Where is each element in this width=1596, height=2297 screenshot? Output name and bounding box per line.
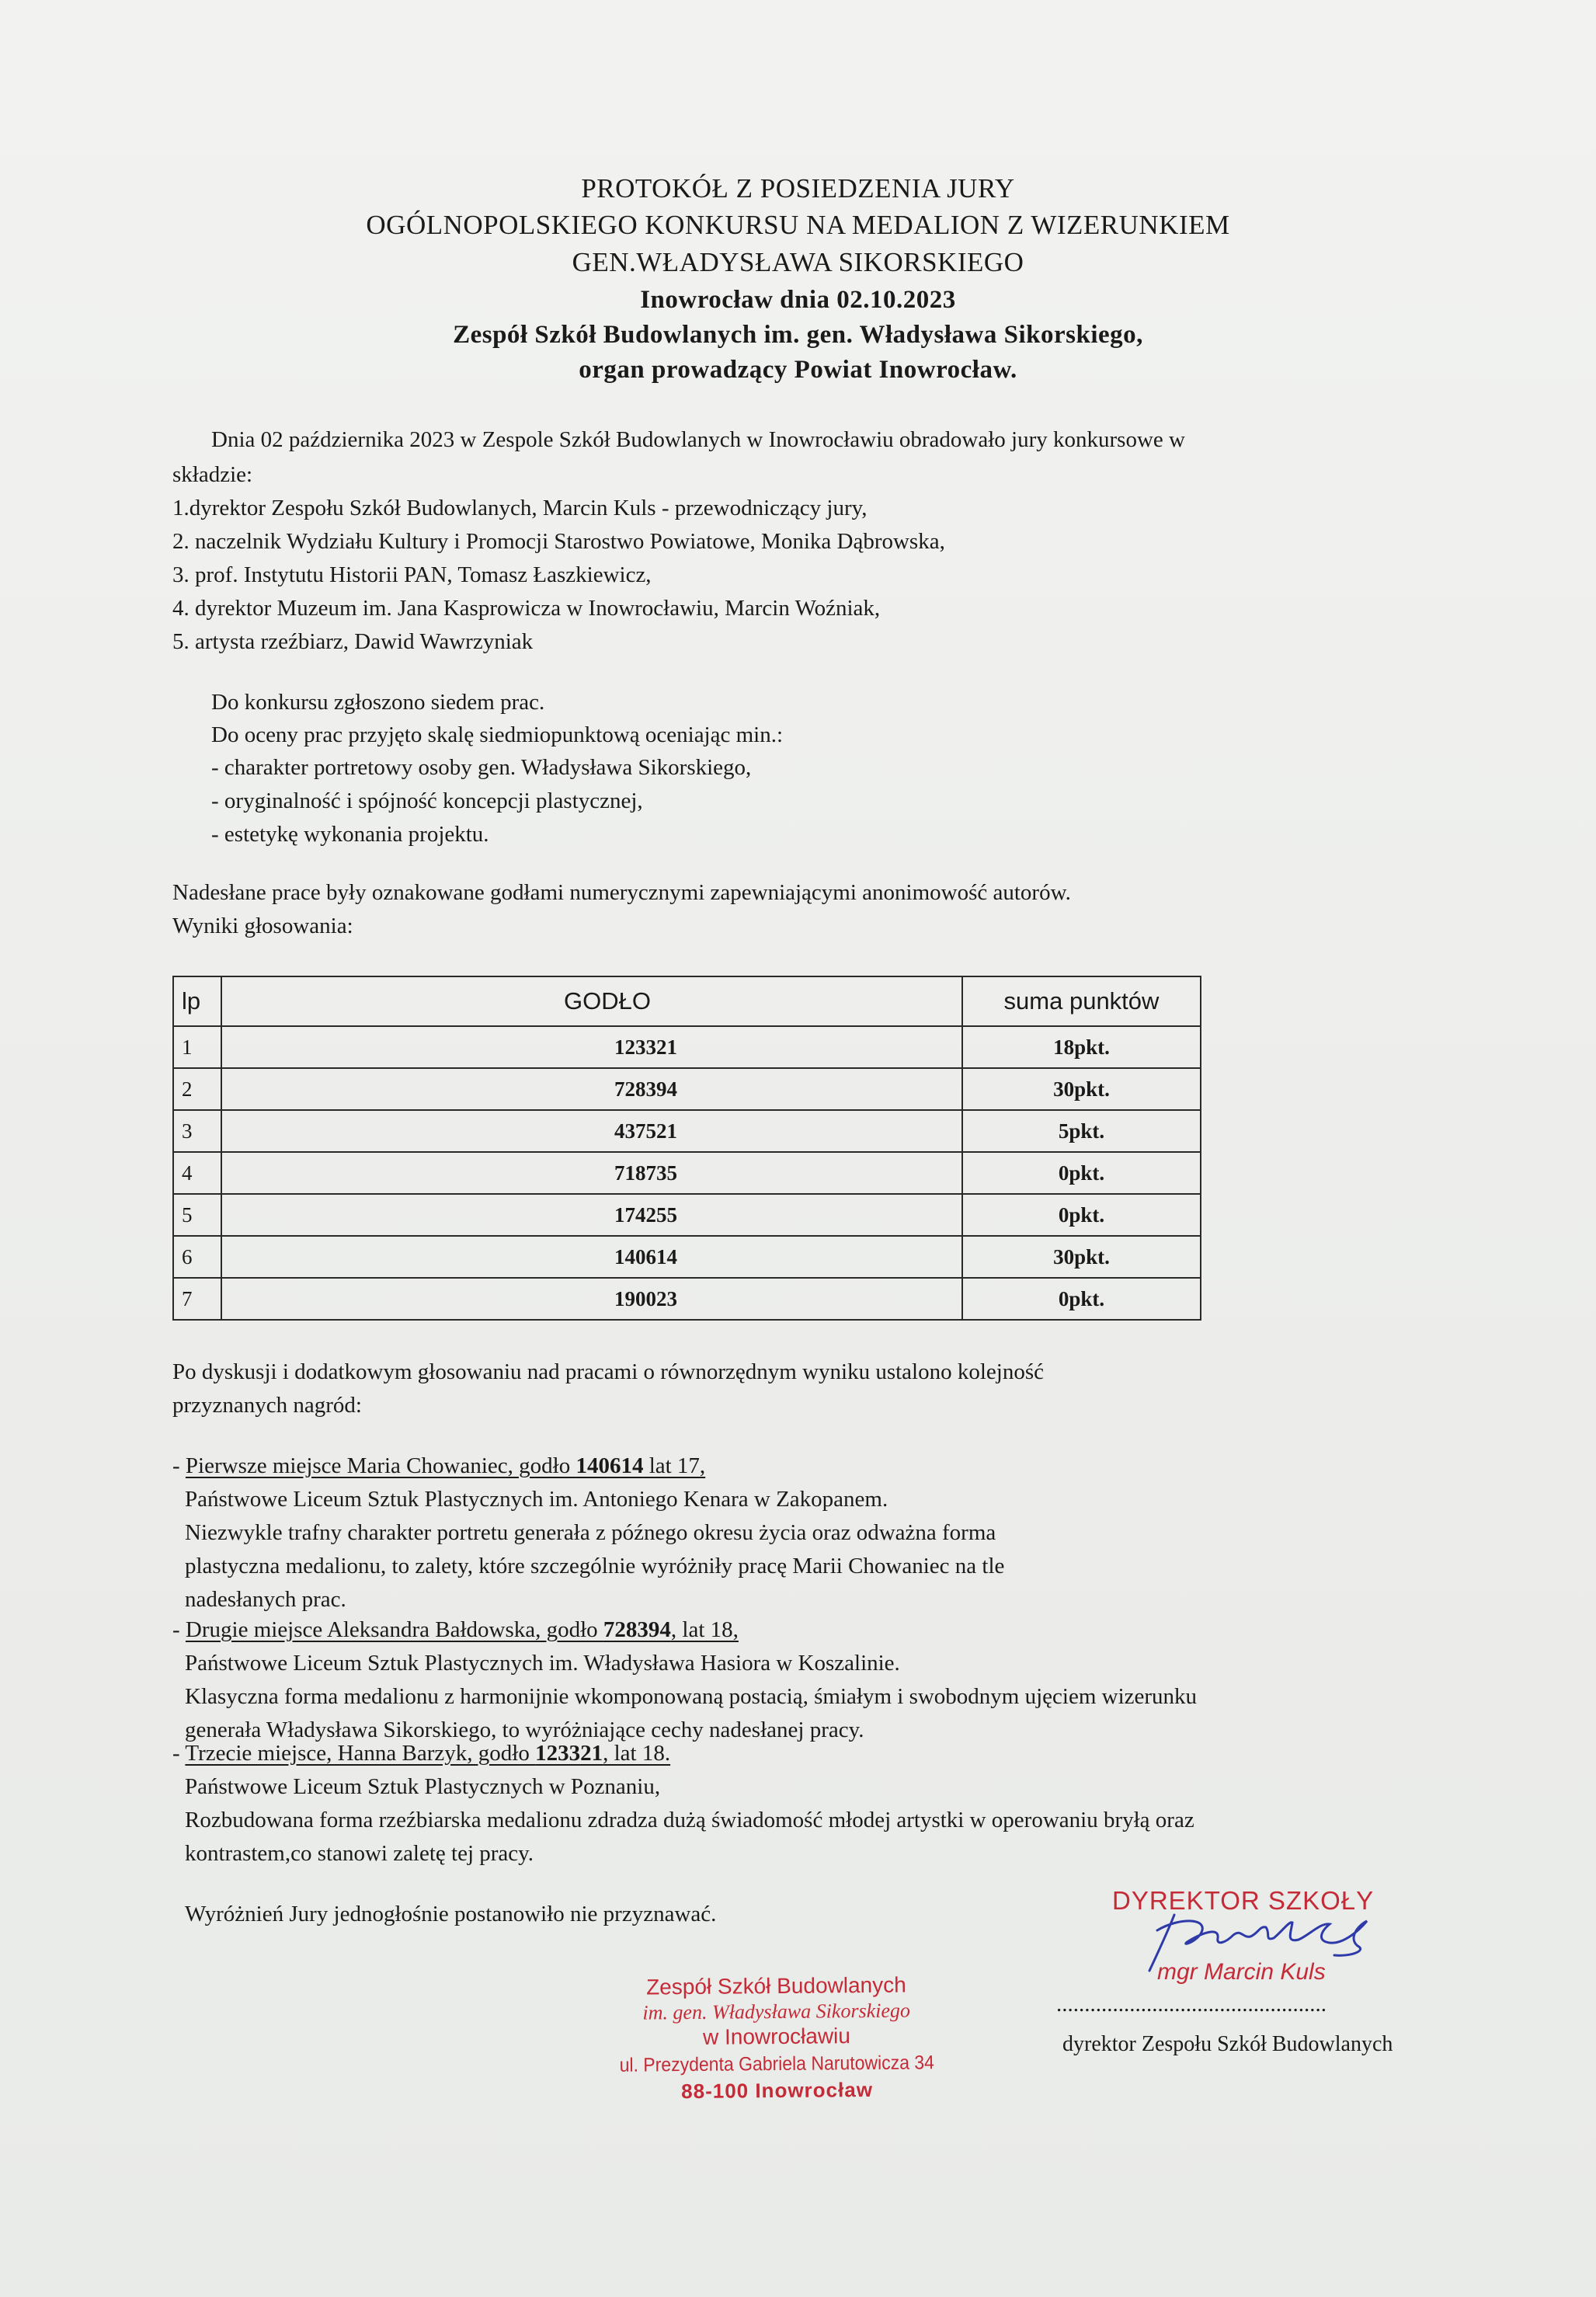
school-stamp <box>597 1972 955 2104</box>
award-first-code: 140614 <box>575 1453 644 1478</box>
jury-member: 2. naczelnik Wydziału Kultury i Promocji Starostwo Powiatowe, Monika Dąbrowska, <box>172 529 945 554</box>
criteria-item: - oryginalność i spójność koncepcji plastycznej, <box>211 788 643 813</box>
award-third-heading <box>172 1742 670 1765</box>
award-third-age: , lat 18. <box>603 1741 671 1766</box>
stamp-line: Zespół Szkół Budowlanych <box>645 1972 906 1999</box>
award-third-line: kontrastem,co stanowi zaletę tej pracy. <box>185 1841 534 1866</box>
award-second-heading <box>172 1619 739 1641</box>
doc-title-line3: GEN.WŁADYSŁAWA SIKORSKIEGO <box>572 247 1024 277</box>
award-first-heading <box>172 1455 705 1477</box>
signature-dotted-line: ................................................ <box>1056 1992 1327 2017</box>
award-first-text: Pierwsze miejsce Maria Chowaniec, godło <box>185 1453 576 1478</box>
row-points: 5pkt. <box>962 1110 1201 1152</box>
row-lp: 4 <box>173 1152 221 1194</box>
award-first-line: plastyczna medalionu, to zalety, które szczególnie wyróżniły pracę Marii Chowaniec na tle <box>185 1554 1005 1578</box>
row-lp: 1 <box>173 1026 221 1068</box>
director-stamp-name: mgr Marcin Kuls <box>1157 1959 1326 1985</box>
table-row <box>173 1026 1201 1068</box>
award-third-line: Rozbudowana forma rzeźbiarska medalionu zdradza dużą świadomość młodej artystki w operowaniu bryłą oraz <box>185 1808 1194 1832</box>
row-points: 30pkt. <box>962 1236 1201 1278</box>
criteria-line2: Do oceny prac przyjęto skalę siedmiopunktową oceniając min.: <box>211 722 784 747</box>
award-first-line: Niezwykle trafny charakter portretu generała z późnego okresu życia oraz odważna forma <box>185 1520 996 1545</box>
doc-school: Zespół Szkół Budowlanych im. gen. Władysława Sikorskiego, <box>453 321 1143 349</box>
voting-line2: Wyniki głosowania: <box>172 914 353 938</box>
award-second-line: generała Władysława Sikorskiego, to wyróżniające cechy nadesłanej pracy. <box>185 1718 864 1742</box>
row-points: 30pkt. <box>962 1068 1201 1110</box>
col-header-godlo: GODŁO <box>221 976 962 1026</box>
award-dash: - <box>172 1617 186 1642</box>
row-code: 123321 <box>221 1026 962 1068</box>
row-lp: 5 <box>173 1194 221 1236</box>
row-code: 174255 <box>221 1194 962 1236</box>
row-code: 718735 <box>221 1152 962 1194</box>
discussion-line1: Po dyskusji i dodatkowym głosowaniu nad pracami o równorzędnym wyniku ustalono kolejność <box>172 1359 1044 1384</box>
row-points: 0pkt. <box>962 1152 1201 1194</box>
row-points: 0pkt. <box>962 1278 1201 1320</box>
award-second-line: Państwowe Liceum Sztuk Plastycznych im. Władysława Hasiora w Koszalinie. <box>185 1651 900 1676</box>
jury-member: 3. prof. Instytutu Historii PAN, Tomasz Łaszkiewicz, <box>172 562 652 587</box>
row-points: 0pkt. <box>962 1194 1201 1236</box>
row-lp: 6 <box>173 1236 221 1278</box>
award-third-code: 123321 <box>535 1741 603 1766</box>
jury-member: 1.dyrektor Zespołu Szkół Budowlanych, Marcin Kuls - przewodniczący jury, <box>172 496 868 520</box>
table-row <box>173 1152 1201 1194</box>
award-third-line: Państwowe Liceum Sztuk Plastycznych w Poznaniu, <box>185 1774 661 1799</box>
row-points: 18pkt. <box>962 1026 1201 1068</box>
award-third-text: Trzecie miejsce, Hanna Barzyk, godło <box>185 1741 536 1766</box>
voting-line1: Nadesłane prace były oznakowane godłami numerycznymi zapewniającymi anonimowość autorów. <box>172 880 1071 905</box>
row-code: 437521 <box>221 1110 962 1152</box>
doc-title-line2: OGÓLNOPOLSKIEGO KONKURSU NA MEDALION Z WIZERUNKIEM <box>366 210 1230 240</box>
intro-line1: Dnia 02 października 2023 w Zespole Szkół Budowlanych w Inowrocławiu obradowało jury konkursowe w <box>211 427 1185 452</box>
table-header-row <box>173 976 1201 1026</box>
award-dash: - <box>172 1453 186 1478</box>
criteria-item: - estetykę wykonania projektu. <box>211 822 489 847</box>
stamp-line: w Inowrocławiu <box>702 2024 851 2049</box>
intro-line2: składzie: <box>172 462 253 487</box>
table-row <box>173 1194 1201 1236</box>
criteria-item: - charakter portretowy osoby gen. Władysława Sikorskiego, <box>211 755 752 780</box>
award-first-line: nadesłanych prac. <box>185 1587 346 1612</box>
award-first-name <box>186 1453 705 1478</box>
doc-date: Inowrocław dnia 02.10.2023 <box>640 286 956 314</box>
jury-member: 4. dyrektor Muzeum im. Jana Kasprowicza w Inowrocławiu, Marcin Woźniak, <box>172 596 881 621</box>
row-lp: 2 <box>173 1068 221 1110</box>
closing-statement: Wyróżnień Jury jednogłośnie postanowiło nie przyznawać. <box>185 1902 717 1926</box>
criteria-line1: Do konkursu zgłoszono siedem prac. <box>211 690 545 715</box>
award-first-age: lat 17, <box>643 1453 706 1478</box>
award-second-age: , lat 18, <box>670 1617 739 1642</box>
stamp-line: im. gen. Władysława Sikorskiego <box>642 1999 911 2024</box>
stamp-line: ul. Prezydenta Gabriela Narutowicza 34 <box>619 2052 935 2076</box>
row-code: 190023 <box>221 1278 962 1320</box>
doc-organ: organ prowadzący Powiat Inowrocław. <box>579 356 1017 384</box>
results-table <box>172 976 1201 1321</box>
table-row <box>173 1068 1201 1110</box>
col-header-points: suma punktów <box>962 976 1201 1026</box>
handwritten-signature <box>1126 1907 1390 1977</box>
signature-caption: dyrektor Zespołu Szkół Budowlanych <box>1062 2032 1393 2056</box>
award-third-name <box>185 1741 670 1766</box>
award-dash: - <box>172 1741 186 1766</box>
row-code: 140614 <box>221 1236 962 1278</box>
table-row <box>173 1236 1201 1278</box>
award-second-text: Drugie miejsce Aleksandra Bałdowska, godło <box>185 1617 603 1642</box>
stamp-line: 88-100 Inowrocław <box>681 2077 874 2104</box>
discussion-line2: przyznanych nagród: <box>172 1393 362 1418</box>
award-second-line: Klasyczna forma medalionu z harmonijnie wkomponowaną postacią, śmiałym i swobodnym ujęciem wizerunku <box>185 1684 1198 1709</box>
award-second-code: 728394 <box>603 1617 671 1642</box>
col-header-lp: lp <box>173 976 221 1026</box>
jury-member: 5. artysta rzeźbiarz, Dawid Wawrzyniak <box>172 629 534 654</box>
row-lp: 3 <box>173 1110 221 1152</box>
table-row <box>173 1110 1201 1152</box>
row-code: 728394 <box>221 1068 962 1110</box>
table-row <box>173 1278 1201 1320</box>
director-stamp-title: DYREKTOR SZKOŁY <box>1112 1886 1375 1915</box>
row-lp: 7 <box>173 1278 221 1320</box>
doc-title-line1: PROTOKÓŁ Z POSIEDZENIA JURY <box>581 173 1015 204</box>
award-first-line: Państwowe Liceum Sztuk Plastycznych im. Antoniego Kenara w Zakopanem. <box>185 1487 888 1512</box>
award-second-name <box>186 1617 739 1642</box>
